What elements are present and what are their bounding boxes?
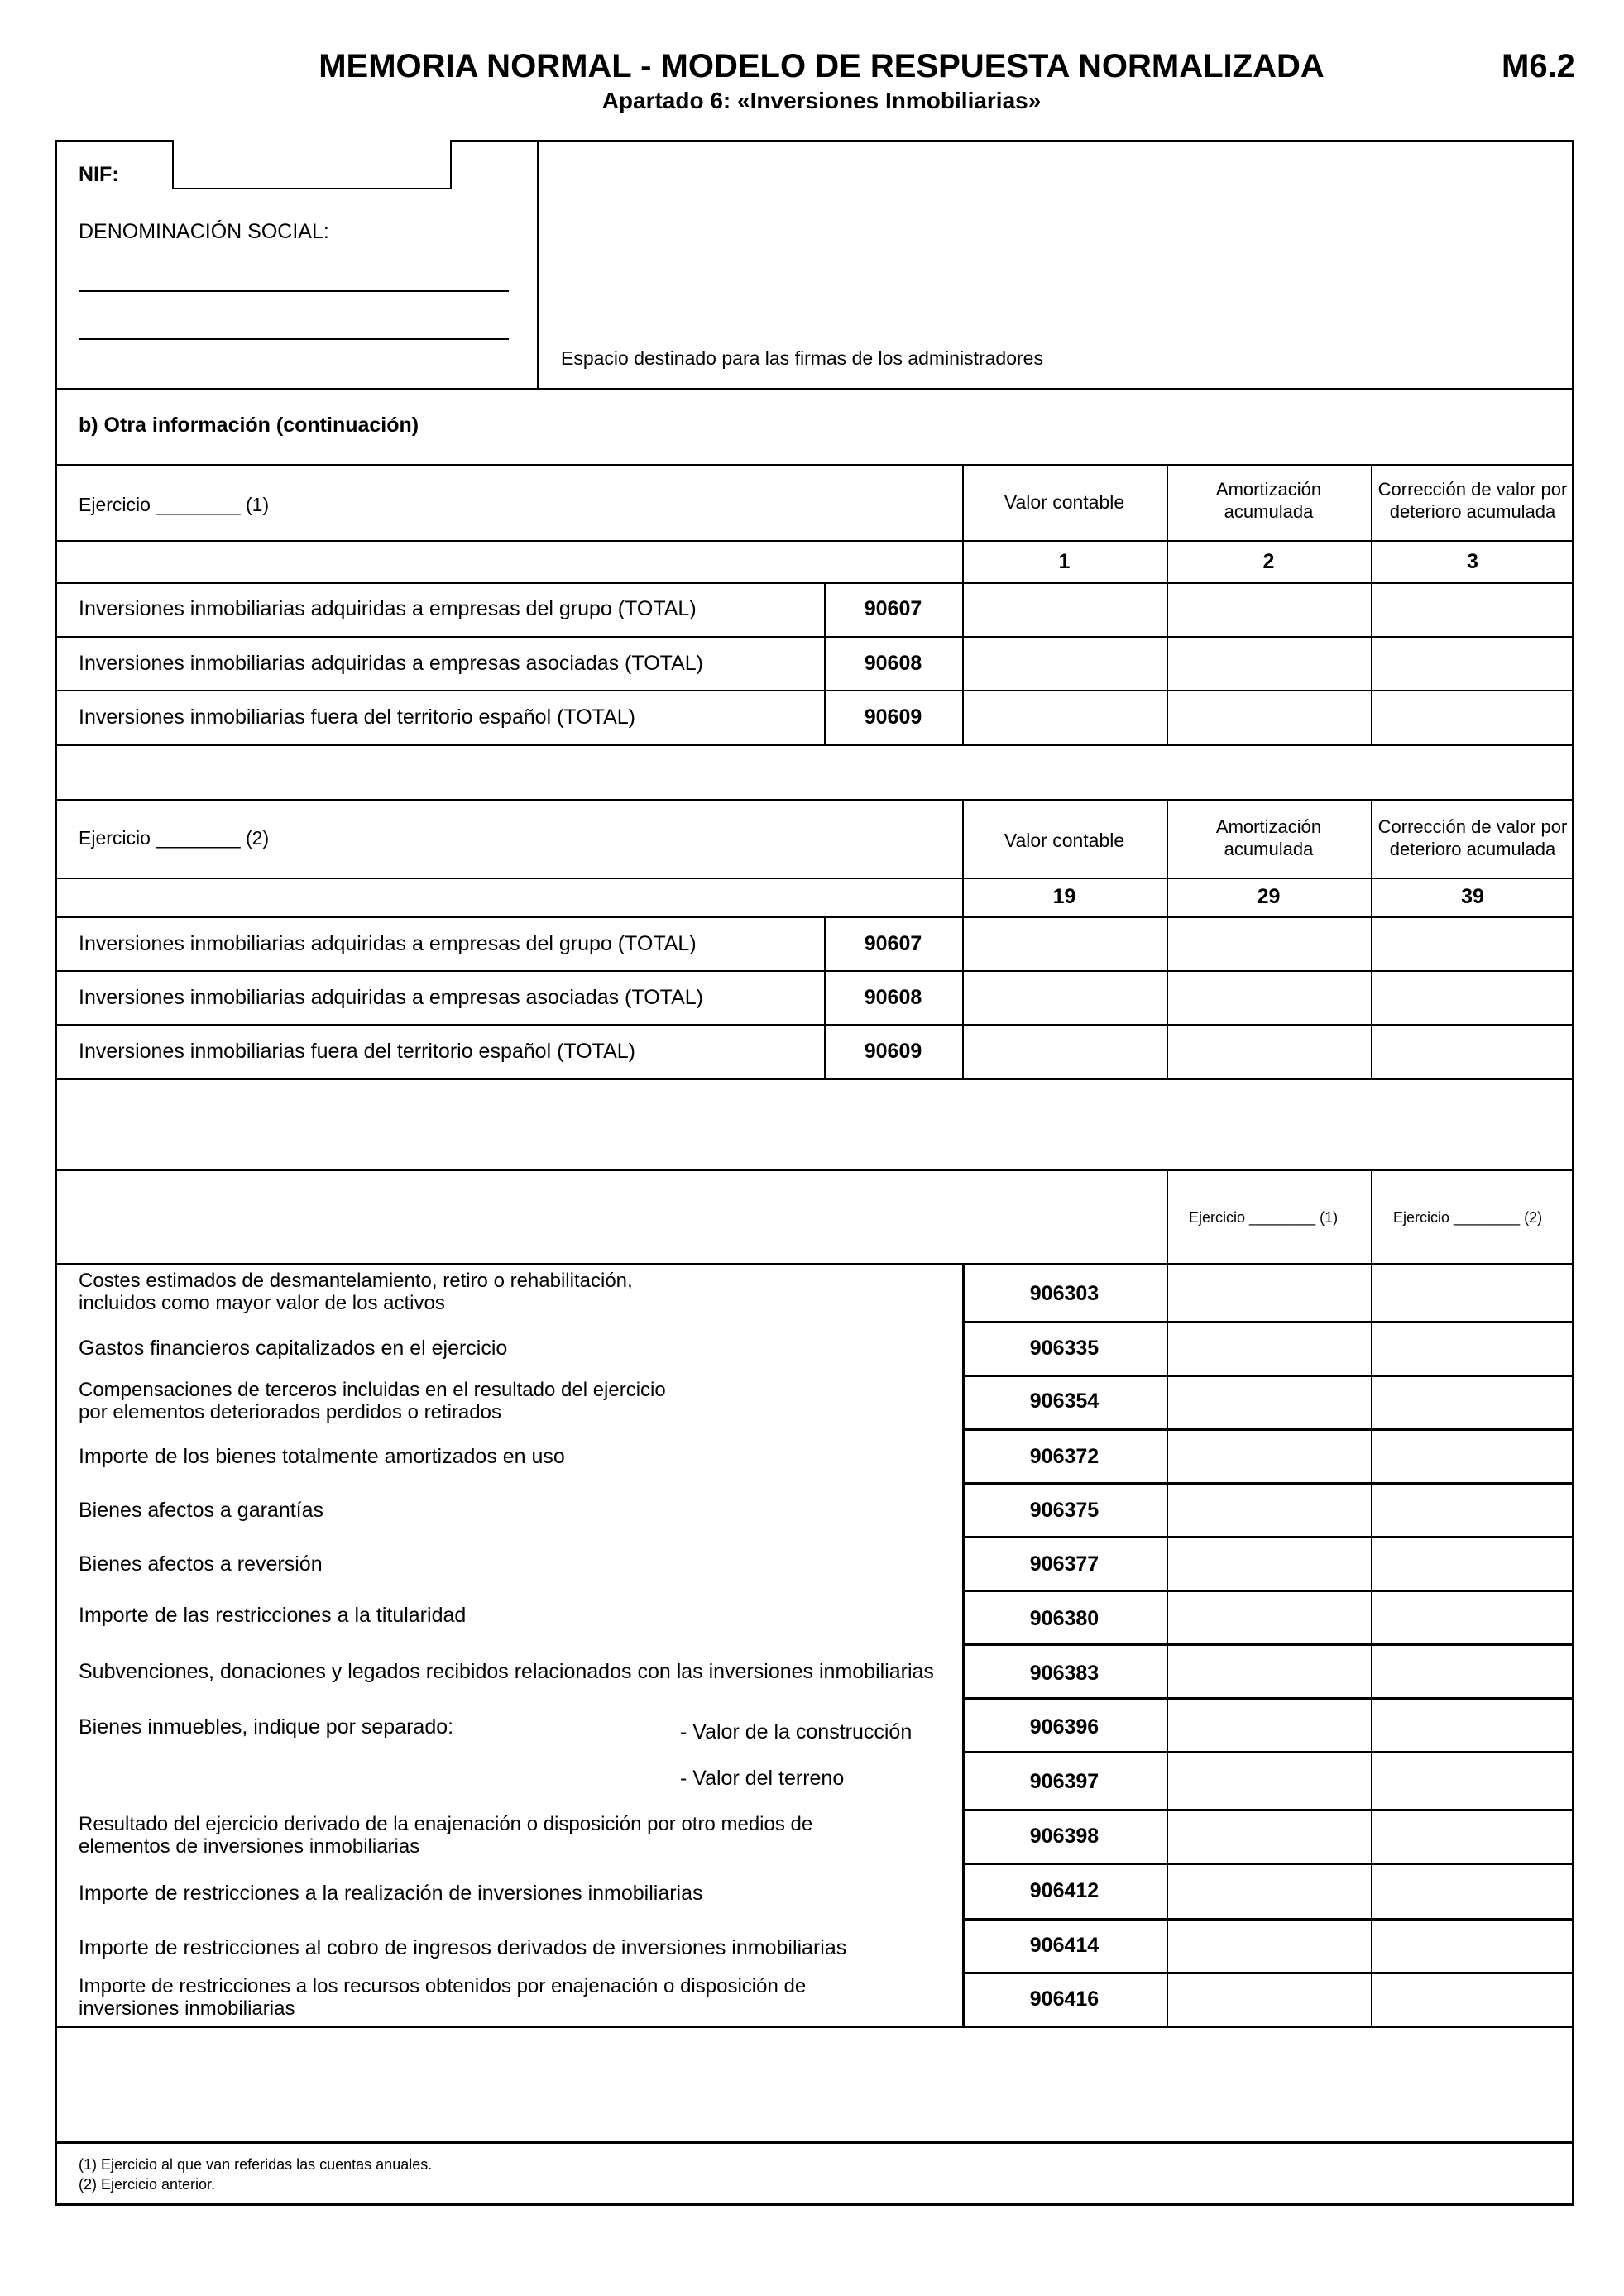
divider [55,2141,1574,2144]
table3-row-sublabel: - Valor de la construcción [680,1720,913,1744]
table3-cell[interactable] [1168,1753,1369,1807]
page-title: MEMORIA NORMAL - MODELO DE RESPUESTA NORMALIZADA [319,48,1325,84]
table3-cell[interactable] [1372,1431,1573,1480]
table3-row-code: 906303 [1029,1282,1099,1305]
table2-row-code: 90608 [864,986,922,1009]
table3-row-label: Importe de restricciones a la realización de inversiones inmobiliarias [79,1882,703,1905]
table1-row-code: 90608 [864,652,922,675]
table2-ejercicio: Ejercicio ________ (2) [79,827,270,849]
table3-col-ejercicio-2: Ejercicio ________ (2) [1393,1209,1543,1226]
table3-cell[interactable] [1372,1753,1573,1807]
table3-cell[interactable] [1168,1592,1369,1642]
table3-row-code: 906354 [1029,1390,1099,1413]
table3-row-code: 906396 [1029,1715,1099,1739]
table3-cell[interactable] [1168,1700,1369,1749]
table3-cell[interactable] [1372,1538,1573,1588]
table2-cell[interactable] [964,972,1165,1022]
table3-cell[interactable] [1372,1265,1573,1319]
table3-row-code: 906416 [1029,1987,1099,2011]
table3-cell[interactable] [1168,1865,1369,1916]
table2-cell[interactable] [1372,918,1573,969]
table2-row-code: 90607 [864,932,922,955]
table3-cell[interactable] [1372,1921,1573,1970]
table3-row-code: 906372 [1029,1445,1099,1468]
table3-cell[interactable] [1168,1485,1369,1534]
table3-col-ejercicio-1: Ejercicio ________ (1) [1189,1209,1339,1226]
divider [55,464,1574,466]
table3-row-code: 906398 [1029,1825,1099,1848]
table1-row-label: Inversiones inmobiliarias fuera del territorio español (TOTAL) [79,706,635,729]
table3-row-code: 906414 [1029,1934,1099,1957]
table3-cell[interactable] [1372,1700,1573,1749]
denominacion-line-2[interactable] [79,338,509,340]
table3-row-code: 906335 [1029,1337,1099,1360]
divider [55,1169,1574,1171]
table3-cell[interactable] [1372,1377,1573,1427]
table3-cell[interactable] [1168,1811,1369,1861]
nif-label: NIF: [79,163,119,186]
table1-cell[interactable] [964,584,1165,634]
table1-cell[interactable] [1372,638,1573,688]
table3-row-code: 906412 [1029,1879,1099,1902]
table1-num-2: 2 [1262,550,1275,573]
table2-row-label: Inversiones inmobiliarias adquiridas a empresas asociadas (TOTAL) [79,986,703,1009]
table3-row-label: Importe de restricciones a los recursos obtenidos por enajenación o disposición de inversiones inmobiliarias [79,1975,807,2020]
signature-note: Espacio destinado para las firmas de los administradores [561,347,1043,369]
table3-row-label: Importe de las restricciones a la titularidad [79,1604,467,1627]
table3-row-label: Bienes afectos a garantías [79,1499,324,1522]
denominacion-line-1[interactable] [79,290,509,292]
table3-row-code: 906383 [1029,1662,1099,1685]
divider [824,582,826,744]
table1-row-code: 90609 [864,706,922,729]
table1-num-3: 3 [1467,550,1478,573]
table3-row-code: 906380 [1029,1607,1099,1630]
page-subtitle: Apartado 6: «Inversiones Inmobiliarias» [601,88,1042,113]
table1-col-valor: Valor contable [1004,491,1125,513]
table1-cell[interactable] [1168,584,1369,634]
table3-row-label: Bienes inmuebles, indique por separado: [79,1715,454,1739]
table3-cell[interactable] [1372,1646,1573,1696]
divider [55,744,1574,746]
table2-col-valor: Valor contable [1004,830,1125,851]
table2-cell[interactable] [1372,1026,1573,1076]
table3-row-label: Costes estimados de desmantelamiento, retiro o rehabilitación, incluidos como mayor valor de los activos [79,1270,633,1314]
divider [55,799,1574,801]
table1-row-label: Inversiones inmobiliarias adquiridas a empresas del grupo (TOTAL) [79,597,697,620]
table3-row-code: 906377 [1029,1552,1099,1576]
divider [55,388,1574,390]
table2-row-code: 90609 [864,1040,922,1063]
table1-num-1: 1 [1058,550,1071,573]
table3-cell[interactable] [1372,1974,1573,2024]
table1-cell[interactable] [1372,691,1573,742]
nif-field[interactable] [172,140,452,189]
table3-row-label: Gastos financieros capitalizados en el ejercicio [79,1337,508,1360]
footnote-2: (2) Ejercicio anterior. [79,2176,216,2193]
table2-num-1: 19 [1052,885,1076,908]
table3-row-code: 906397 [1029,1770,1099,1793]
table2-cell[interactable] [1168,1026,1369,1076]
table3-cell[interactable] [1168,1431,1369,1480]
footnote-1: (1) Ejercicio al que van referidas las cuentas anuales. [79,2156,433,2173]
table3-cell[interactable] [1168,1538,1369,1588]
table1-cell[interactable] [1168,638,1369,688]
table3-cell[interactable] [1372,1485,1573,1534]
table1-cell[interactable] [964,691,1165,742]
table3-cell[interactable] [1372,1323,1573,1373]
table1-row-label: Inversiones inmobiliarias adquiridas a empresas asociadas (TOTAL) [79,652,703,675]
table3-row-code: 906375 [1029,1499,1099,1522]
table3-cell[interactable] [1372,1592,1573,1642]
table3-row-label: Compensaciones de terceros incluidas en el resultado del ejercicio por elementos deteriorados perdidos o retirados [79,1379,666,1423]
divider [55,1078,1574,1080]
table2-cell[interactable] [1168,972,1369,1022]
table3-cell[interactable] [1168,1377,1369,1427]
table3-row-sublabel: - Valor del terreno [680,1767,845,1790]
table2-col-amortizacion: Amortización acumulada [1215,816,1322,859]
table1-col-amortizacion: Amortización acumulada [1215,479,1322,522]
table2-col-correccion: Corrección de valor por deterioro acumulada [1377,816,1568,859]
section-title: b) Otra información (continuación) [79,414,419,437]
denominacion-label: DENOMINACIÓN SOCIAL: [79,220,329,243]
table3-row-label: Subvenciones, donaciones y legados recibidos relacionados con las inversiones inmobiliarias [79,1660,934,1683]
table2-cell[interactable] [1372,972,1573,1022]
table3-cell[interactable] [1372,1811,1573,1861]
table3-row-label: Resultado del ejercicio derivado de la enajenación o disposición por otro medios de elementos de inversiones inmobiliarias [79,1813,813,1858]
table2-cell[interactable] [1168,918,1369,969]
table2-row-label: Inversiones inmobiliarias fuera del territorio español (TOTAL) [79,1040,635,1063]
table1-cell[interactable] [1168,691,1369,742]
table2-num-3: 39 [1461,885,1484,908]
table1-row-code: 90607 [864,597,922,620]
form-code: M6.2 [1502,48,1575,84]
table2-cell[interactable] [964,1026,1165,1076]
divider [824,916,826,1078]
table3-cell[interactable] [1372,1865,1573,1916]
table1-col-correccion: Corrección de valor por deterioro acumulada [1377,479,1568,522]
divider [55,2026,1574,2028]
table3-cell[interactable] [1168,1974,1369,2024]
table1-ejercicio: Ejercicio ________ (1) [79,494,270,515]
table2-num-2: 29 [1257,885,1281,908]
divider [55,878,1574,879]
table3-cell[interactable] [1168,1921,1369,1970]
table1-cell[interactable] [1372,584,1573,634]
table3-row-label: Importe de los bienes totalmente amortizados en uso [79,1445,565,1468]
table2-row-label: Inversiones inmobiliarias adquiridas a empresas del grupo (TOTAL) [79,932,697,955]
table3-row-label: Importe de restricciones al cobro de ingresos derivados de inversiones inmobiliarias [79,1936,847,1959]
table3-cell[interactable] [1168,1265,1369,1319]
table1-cell[interactable] [964,638,1165,688]
signature-area[interactable] [539,141,1573,388]
table3-cell[interactable] [1168,1323,1369,1373]
table3-row-label: Bienes afectos a reversión [79,1552,323,1576]
divider [55,540,1574,542]
table3-cell[interactable] [1168,1646,1369,1696]
table2-cell[interactable] [964,918,1165,969]
